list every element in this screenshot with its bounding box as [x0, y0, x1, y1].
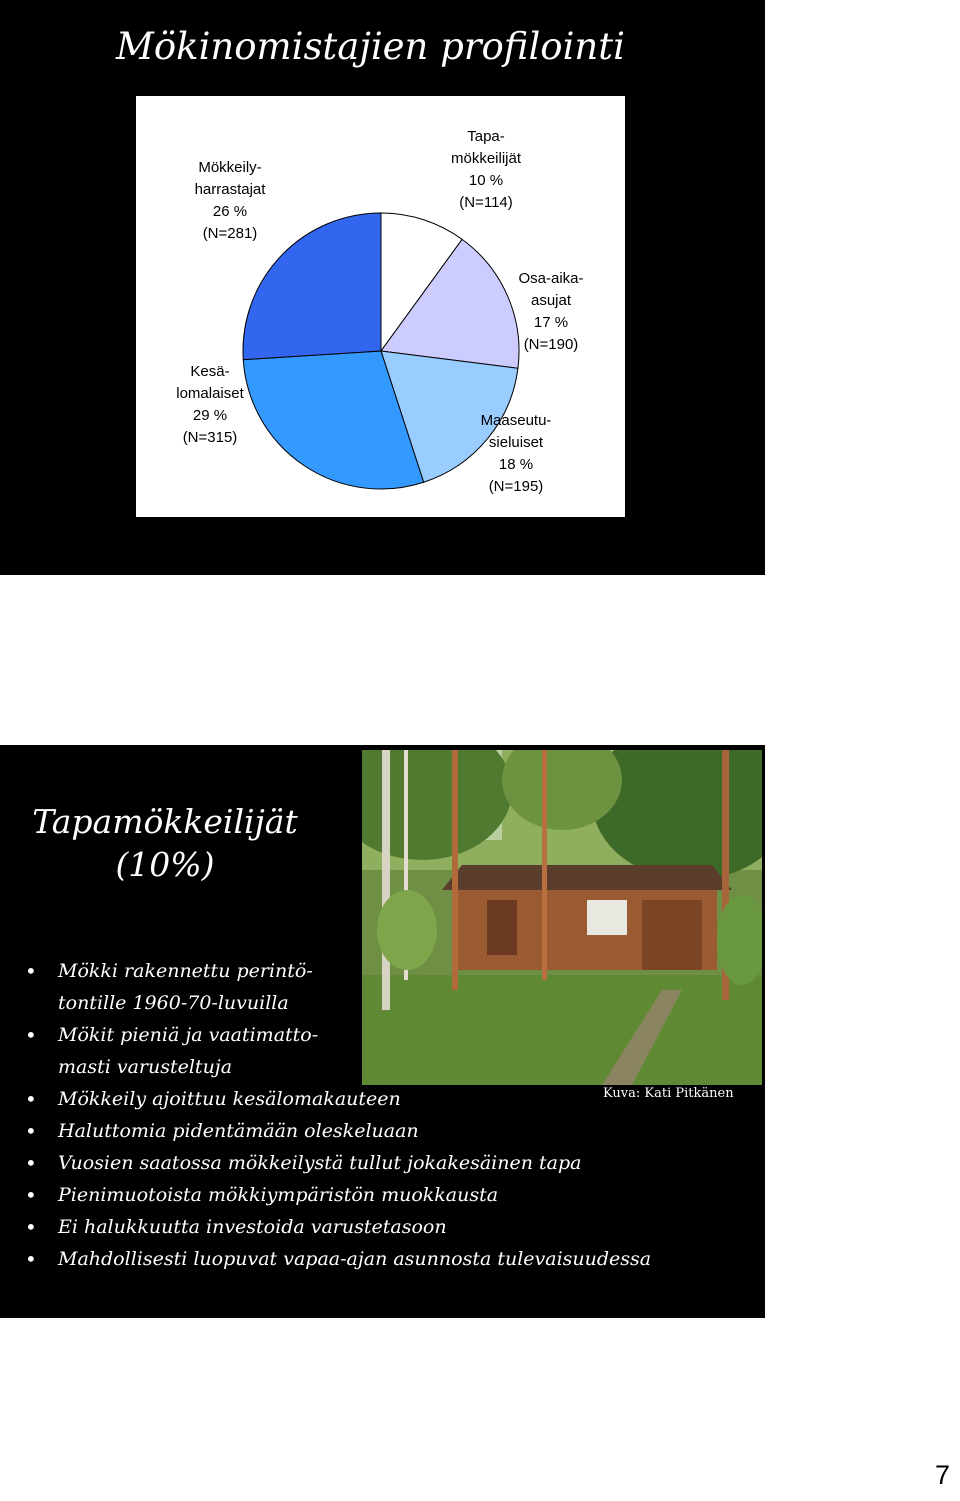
pie-label-line: (N=190) — [523, 336, 579, 353]
pie-label-line: harrastajat — [194, 181, 266, 198]
bullet-item: • Mökkeily ajoittuu kesälomakauteen — [22, 1083, 651, 1115]
pie-label-line: 18 % — [498, 456, 534, 473]
pie-label-line: (N=281) — [202, 225, 258, 242]
slide-heading — [0, 800, 330, 886]
bullet-item: • Mahdollisesti luopuvat vapaa-ajan asunnosta tulevaisuudessa — [22, 1243, 651, 1275]
pie-label-line: 10 % — [468, 172, 504, 189]
pie-label-line: (N=195) — [488, 478, 544, 495]
pie-chart-area — [136, 96, 625, 517]
bullet-item-continuation: masti varusteltuja — [58, 1056, 233, 1078]
pie-label-line: 17 % — [533, 314, 569, 331]
bullet-item: • Vuosien saatossa mökkeilystä tullut jokakesäinen tapa — [22, 1147, 651, 1179]
pie-label-line: lomalaiset — [176, 385, 244, 402]
pie-label-line: Maaseutu- — [480, 412, 552, 429]
pie-label-line: (N=114) — [459, 194, 513, 211]
bullet-item: • Haluttomia pidentämään oleskeluaan — [22, 1115, 651, 1147]
pie-label-line: mökkeilijät — [450, 150, 522, 167]
slide-heading-line2: (10%) — [115, 845, 215, 884]
pie-label-maaseutusieluiset — [470, 410, 562, 498]
pie-label-line: asujat — [530, 292, 572, 309]
bullet-item: • Mökit pieniä ja vaatimatto- — [22, 1019, 651, 1051]
bullet-item: • Ei halukkuutta investoida varustetasoon — [22, 1211, 651, 1243]
pie-label-kesalomalaiset — [162, 361, 258, 449]
page-number: 7 — [935, 1460, 951, 1490]
pie-label-mokkeilyharrastajat — [182, 157, 278, 245]
pie-label-line: Mökkeily- — [198, 159, 262, 176]
slide-heading-line1: Tapamökkeilijät — [32, 802, 298, 841]
pie-label-line: Osa-aika- — [518, 270, 584, 287]
bullet-item-continuation: tontille 1960-70-luvuilla — [58, 992, 289, 1014]
pie-label-line: 26 % — [212, 203, 248, 220]
pie-label-line: 29 % — [192, 407, 228, 424]
bullet-item: • Mökki rakennettu perintö- — [22, 955, 651, 987]
pie-label-osa-aika-asujat — [505, 268, 597, 356]
slide-title: Mökinomistajien profilointi — [116, 25, 625, 68]
slide-profiling — [0, 0, 765, 575]
pie-label-tapamokkeilijat — [436, 126, 536, 214]
pie-label-line: Tapa- — [467, 128, 505, 145]
bullet-item: • Pienimuotoista mökkiympäristön muokkausta — [22, 1179, 651, 1211]
photo-credit: Kuva: Kati Pitkänen — [603, 1086, 734, 1101]
pie-label-line: (N=315) — [182, 429, 238, 446]
pie-label-line: Kesä- — [190, 363, 230, 380]
pie-label-line: sieluiset — [488, 434, 544, 451]
bullet-list — [22, 955, 651, 1275]
